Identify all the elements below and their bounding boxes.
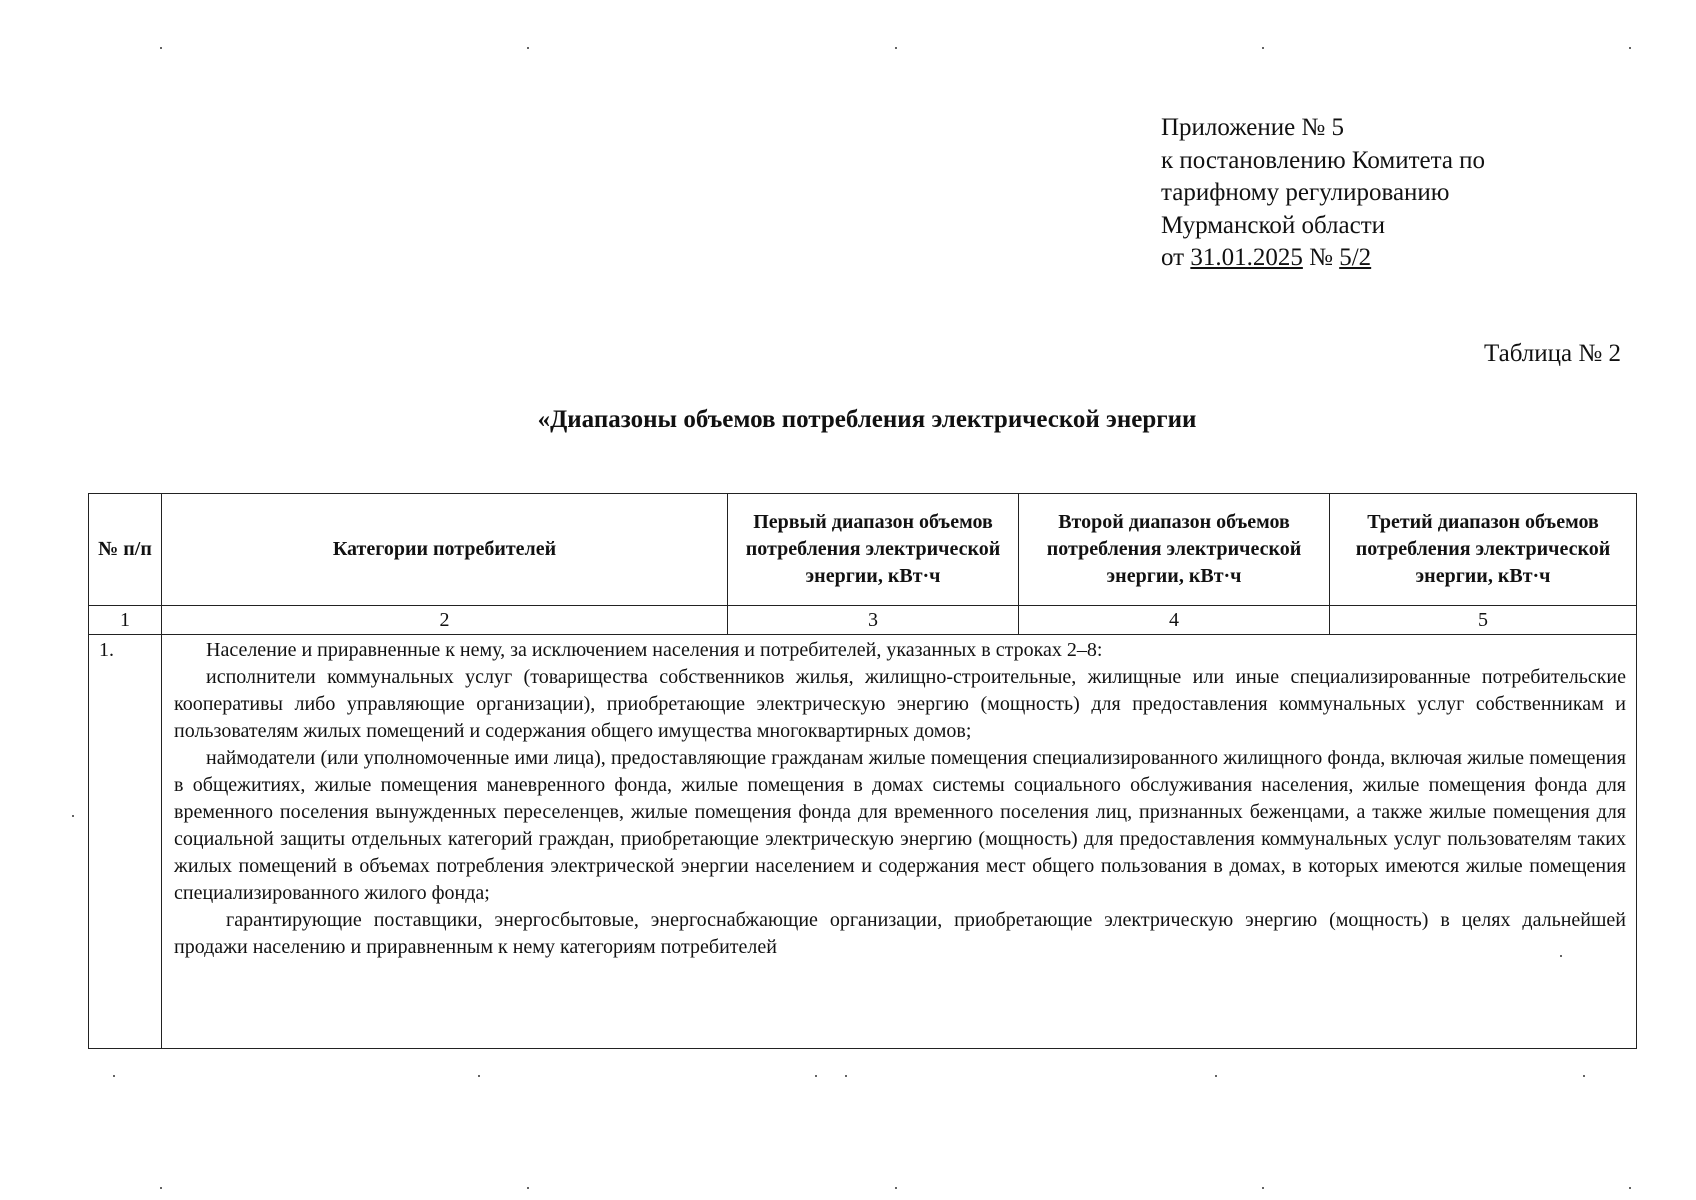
scan-speck bbox=[895, 47, 897, 49]
scan-speck bbox=[160, 47, 162, 49]
scan-speck bbox=[478, 1075, 480, 1077]
scan-speck bbox=[1560, 955, 1562, 957]
appendix-line-4: Мурманской области bbox=[1161, 211, 1386, 239]
header-range-2: Второй диапазон объемов потребления электрической энергии, кВт·ч bbox=[1019, 494, 1330, 606]
scan-speck bbox=[1583, 1075, 1585, 1077]
column-number: 3 bbox=[728, 606, 1019, 635]
category-description bbox=[162, 635, 1637, 1049]
column-number: 1 bbox=[89, 606, 162, 635]
date-prefix: от bbox=[1161, 244, 1191, 271]
scan-speck bbox=[527, 47, 529, 49]
scan-speck bbox=[527, 1187, 529, 1189]
table-header-row bbox=[89, 494, 1637, 606]
scan-speck bbox=[815, 1075, 817, 1077]
document-title: «Диапазоны объемов потребления электрической энергии bbox=[537, 406, 1197, 433]
category-paragraph: наймодатели (или уполномоченные ими лица), предоставляющие гражданам жилые помещения специализированного жилищного фонда, включая жилые помещения в общежитиях, жилые помещения маневренного фонда, жилые помещения в домах системы социального обслуживания населения, жилые помещения фонда для временного поселения вынужденных переселенцев, жилые помещения фонда для временного поселения лиц, признанных беженцами, а также жилые помещения для социальной защиты отдельных категорий граждан, приобретающие электрическую энергию (мощность) для предоставления коммунальных услуг пользователям таких жилых помещений в объемах потребления электрической энергии населением и содержания мест общего пользования в домах, в которых имеются жилые помещения специализированного жилого фонда; bbox=[174, 747, 1626, 904]
consumption-ranges-table bbox=[88, 493, 1637, 1049]
header-number: № п/п bbox=[89, 494, 162, 606]
scan-speck bbox=[845, 1075, 847, 1077]
table-label: Таблица № 2 bbox=[1483, 340, 1621, 367]
column-number-row bbox=[89, 606, 1637, 635]
scan-speck bbox=[1262, 47, 1264, 49]
appendix-line-3: тарифному регулированию bbox=[1161, 179, 1450, 206]
decree-number: 5/2 bbox=[1339, 244, 1372, 271]
table-row bbox=[89, 635, 1637, 1049]
scan-speck bbox=[1629, 47, 1631, 49]
row-number: 1. bbox=[89, 635, 162, 1049]
category-paragraph: исполнители коммунальных услуг (товарищества собственников жилья, жилищно-строительные, жилищные или иные специализированные потребительские кооперативы либо управляющие организации), приобретающие электрическую энергию (мощность) для предоставления коммунальных услуг собственникам и пользователям жилых помещений и содержания общего имущества многоквартирных домов; bbox=[174, 666, 1626, 742]
appendix-line-1: Приложение № 5 bbox=[1161, 114, 1345, 141]
scan-speck bbox=[1215, 1075, 1217, 1077]
appendix-line-2: к постановлению Комитета по bbox=[1161, 146, 1486, 174]
column-number: 5 bbox=[1330, 606, 1637, 635]
scan-speck bbox=[113, 1075, 115, 1077]
scan-speck bbox=[72, 815, 74, 817]
column-number: 4 bbox=[1019, 606, 1330, 635]
header-range-3: Третий диапазон объемов потребления электрической энергии, кВт·ч bbox=[1330, 494, 1637, 606]
column-number: 2 bbox=[162, 606, 728, 635]
scan-speck bbox=[1629, 1187, 1631, 1189]
header-category: Категории потребителей bbox=[162, 494, 728, 606]
number-prefix: № bbox=[1302, 244, 1340, 271]
category-paragraph: гарантирующие поставщики, энергосбытовые, энергоснабжающие организации, приобретающие электрическую энергию (мощность) в целях дальнейшей продажи населению и приравненным к нему категориям потребителей bbox=[174, 909, 1626, 958]
header-range-1: Первый диапазон объемов потребления электрической энергии, кВт·ч bbox=[728, 494, 1019, 606]
appendix-date-line bbox=[1161, 242, 1485, 275]
scan-speck bbox=[895, 1187, 897, 1189]
decree-date: 31.01.2025 bbox=[1190, 244, 1303, 271]
scan-speck bbox=[1262, 1187, 1264, 1189]
appendix-block bbox=[1161, 112, 1485, 275]
category-paragraph: Население и приравненные к нему, за исключением населения и потребителей, указанных в строках 2–8: bbox=[206, 639, 1103, 661]
scan-speck bbox=[160, 1187, 162, 1189]
